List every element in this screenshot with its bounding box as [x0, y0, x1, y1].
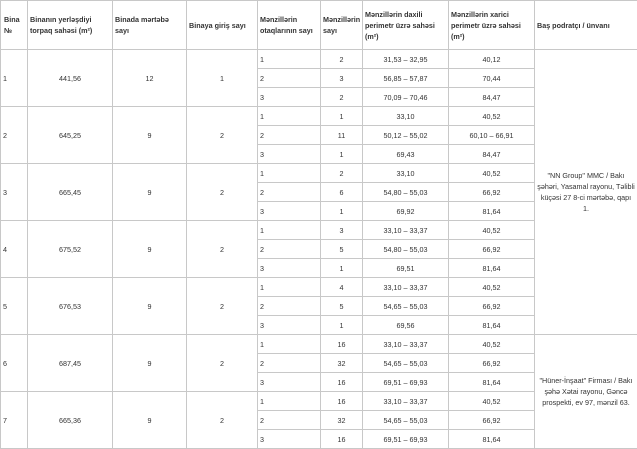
rooms-cell: 2 [258, 297, 321, 316]
bina-no-cell: 7 [1, 392, 28, 449]
inner-area-cell: 33,10 – 33,37 [363, 335, 449, 354]
header-entrances: Binaya giriş sayı [187, 1, 258, 50]
header-contractor: Baş podratçı / ünvanı [535, 1, 637, 50]
rooms-cell: 1 [258, 107, 321, 126]
inner-area-cell: 50,12 – 55,02 [363, 126, 449, 145]
inner-area-cell: 54,65 – 55,03 [363, 354, 449, 373]
inner-area-cell: 69,92 [363, 202, 449, 221]
outer-area-cell: 84,47 [449, 88, 535, 107]
inner-area-cell: 70,09 – 70,46 [363, 88, 449, 107]
table-row [1, 50, 637, 69]
floors-cell: 9 [113, 107, 187, 164]
apartment-count-cell: 16 [321, 335, 363, 354]
outer-area-cell: 40,52 [449, 335, 535, 354]
bina-no-cell: 1 [1, 50, 28, 107]
rooms-cell: 3 [258, 316, 321, 335]
inner-area-cell: 33,10 – 33,37 [363, 278, 449, 297]
entrances-cell: 2 [187, 221, 258, 278]
inner-area-cell: 54,65 – 55,03 [363, 297, 449, 316]
header-apartment-count: Mənzillərin sayı [321, 1, 363, 50]
rooms-cell: 1 [258, 164, 321, 183]
land-area-cell: 687,45 [28, 335, 113, 392]
outer-area-cell: 40,52 [449, 278, 535, 297]
header-bina-no: Bina № [1, 1, 28, 50]
header-rooms: Mənzillərin otaqlarının sayı [258, 1, 321, 50]
apartment-count-cell: 5 [321, 240, 363, 259]
rooms-cell: 1 [258, 335, 321, 354]
apartment-count-cell: 6 [321, 183, 363, 202]
rooms-cell: 3 [258, 430, 321, 449]
floors-cell: 12 [113, 50, 187, 107]
rooms-cell: 3 [258, 259, 321, 278]
apartment-count-cell: 16 [321, 430, 363, 449]
inner-area-cell: 69,56 [363, 316, 449, 335]
bina-no-cell: 4 [1, 221, 28, 278]
apartment-count-cell: 2 [321, 88, 363, 107]
apartment-count-cell: 1 [321, 316, 363, 335]
outer-area-cell: 81,64 [449, 430, 535, 449]
inner-area-cell: 31,53 – 32,95 [363, 50, 449, 69]
rooms-cell: 2 [258, 411, 321, 430]
inner-area-cell: 69,51 [363, 259, 449, 278]
inner-area-cell: 54,65 – 55,03 [363, 411, 449, 430]
land-area-cell: 665,45 [28, 164, 113, 221]
apartment-count-cell: 16 [321, 373, 363, 392]
bina-no-cell: 5 [1, 278, 28, 335]
apartment-count-cell: 1 [321, 259, 363, 278]
rooms-cell: 1 [258, 392, 321, 411]
rooms-cell: 2 [258, 183, 321, 202]
inner-area-cell: 56,85 – 57,87 [363, 69, 449, 88]
outer-area-cell: 66,92 [449, 411, 535, 430]
inner-area-cell: 69,51 – 69,93 [363, 430, 449, 449]
floors-cell: 9 [113, 335, 187, 392]
apartment-count-cell: 1 [321, 145, 363, 164]
outer-area-cell: 84,47 [449, 145, 535, 164]
land-area-cell: 441,56 [28, 50, 113, 107]
apartment-count-cell: 1 [321, 202, 363, 221]
floors-cell: 9 [113, 392, 187, 449]
rooms-cell: 3 [258, 373, 321, 392]
bina-no-cell: 6 [1, 335, 28, 392]
floors-cell: 9 [113, 278, 187, 335]
bina-no-cell: 2 [1, 107, 28, 164]
outer-area-cell: 40,52 [449, 221, 535, 240]
outer-area-cell: 66,92 [449, 240, 535, 259]
entrances-cell: 2 [187, 278, 258, 335]
rooms-cell: 3 [258, 145, 321, 164]
outer-area-cell: 66,92 [449, 183, 535, 202]
land-area-cell: 645,25 [28, 107, 113, 164]
entrances-cell: 1 [187, 50, 258, 107]
inner-area-cell: 33,10 [363, 107, 449, 126]
outer-area-cell: 40,52 [449, 107, 535, 126]
outer-area-cell: 66,92 [449, 297, 535, 316]
rooms-cell: 1 [258, 50, 321, 69]
outer-area-cell: 66,92 [449, 354, 535, 373]
floors-cell: 9 [113, 221, 187, 278]
land-area-cell: 665,36 [28, 392, 113, 449]
header-land-area: Binanın yerləşdiyi torpaq sahəsi (m²) [28, 1, 113, 50]
header-outer-area: Mənzillərin xarici perimetr üzrə sahəsi (m²) [449, 1, 535, 50]
outer-area-cell: 81,64 [449, 202, 535, 221]
outer-area-cell: 60,10 – 66,91 [449, 126, 535, 145]
rooms-cell: 3 [258, 202, 321, 221]
apartment-count-cell: 2 [321, 50, 363, 69]
entrances-cell: 2 [187, 335, 258, 392]
inner-area-cell: 69,43 [363, 145, 449, 164]
entrances-cell: 2 [187, 107, 258, 164]
rooms-cell: 2 [258, 240, 321, 259]
apartment-count-cell: 1 [321, 107, 363, 126]
outer-area-cell: 81,64 [449, 373, 535, 392]
inner-area-cell: 69,51 – 69,93 [363, 373, 449, 392]
apartment-count-cell: 2 [321, 164, 363, 183]
apartment-count-cell: 3 [321, 221, 363, 240]
inner-area-cell: 54,80 – 55,03 [363, 240, 449, 259]
entrances-cell: 2 [187, 392, 258, 449]
contractor-cell: "Hüner-İnşaat" Firması / Bakı şəhə Xətai rayonu, Gəncə prospekti, ev 97, mənzil 63. [535, 335, 637, 449]
outer-area-cell: 40,52 [449, 392, 535, 411]
rooms-cell: 1 [258, 278, 321, 297]
outer-area-cell: 70,44 [449, 69, 535, 88]
inner-area-cell: 54,80 – 55,03 [363, 183, 449, 202]
apartment-count-cell: 5 [321, 297, 363, 316]
outer-area-cell: 81,64 [449, 259, 535, 278]
outer-area-cell: 81,64 [449, 316, 535, 335]
rooms-cell: 1 [258, 221, 321, 240]
entrances-cell: 2 [187, 164, 258, 221]
apartment-count-cell: 16 [321, 392, 363, 411]
header-inner-area: Mənzillərin daxili perimetr üzrə sahəsi (m²) [363, 1, 449, 50]
table-row [1, 335, 637, 354]
outer-area-cell: 40,12 [449, 50, 535, 69]
outer-area-cell: 40,52 [449, 164, 535, 183]
rooms-cell: 3 [258, 88, 321, 107]
table-header-row [1, 1, 637, 50]
contractor-cell: "NN Group" MMC / Bakı şəhəri, Yasamal rayonu, Təlibli küçəsi 27 8-ci mərtəbə, qapı 1. [535, 50, 637, 335]
bina-no-cell: 3 [1, 164, 28, 221]
rooms-cell: 2 [258, 126, 321, 145]
inner-area-cell: 33,10 [363, 164, 449, 183]
apartment-count-cell: 32 [321, 354, 363, 373]
apartment-count-cell: 11 [321, 126, 363, 145]
rooms-cell: 2 [258, 354, 321, 373]
land-area-cell: 676,53 [28, 278, 113, 335]
apartment-count-cell: 3 [321, 69, 363, 88]
apartment-count-cell: 32 [321, 411, 363, 430]
inner-area-cell: 33,10 – 33,37 [363, 221, 449, 240]
apartment-count-cell: 4 [321, 278, 363, 297]
floors-cell: 9 [113, 164, 187, 221]
land-area-cell: 675,52 [28, 221, 113, 278]
header-floors: Binada mərtəbə sayı [113, 1, 187, 50]
inner-area-cell: 33,10 – 33,37 [363, 392, 449, 411]
rooms-cell: 2 [258, 69, 321, 88]
